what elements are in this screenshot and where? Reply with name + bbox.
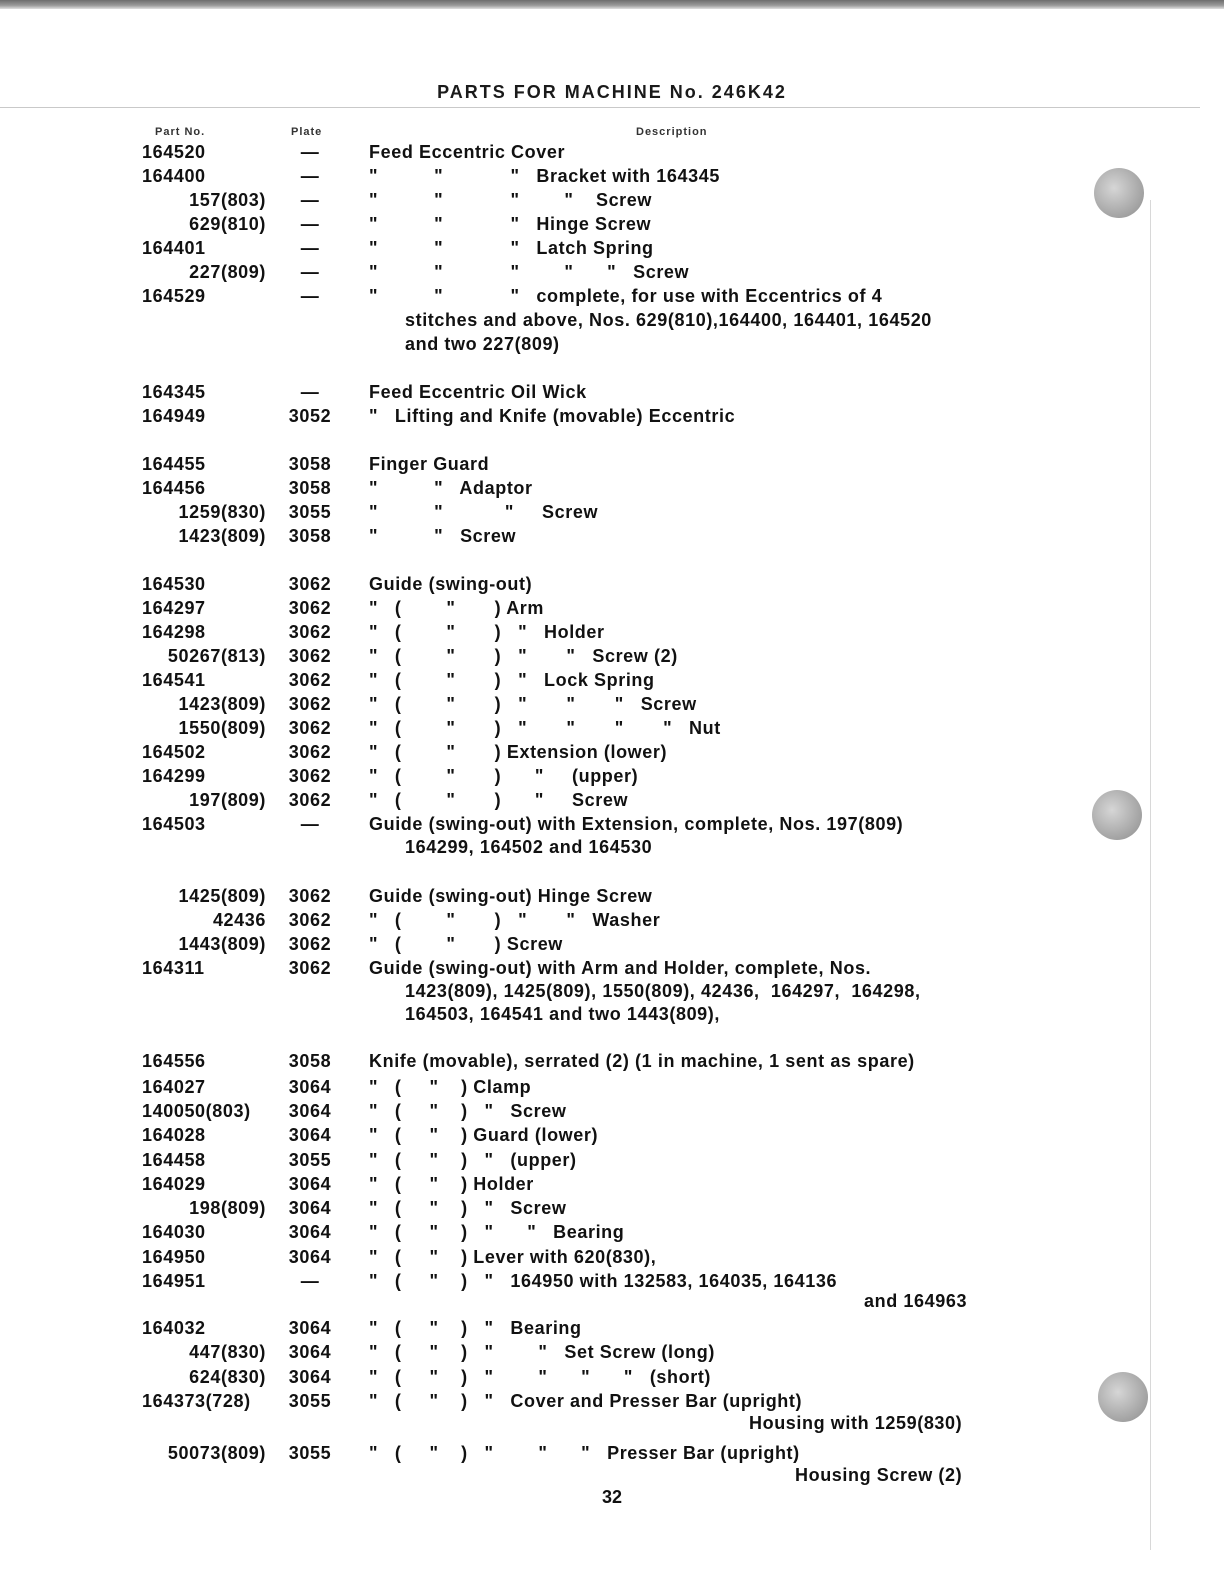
plate-number: 3062 [288,934,332,954]
part-number: 164029 [142,1174,206,1194]
table-row [0,1077,1224,1101]
part-description: Guide (swing-out) with Arm and Holder, complete, Nos. [369,958,872,978]
page-number: 32 [601,1487,623,1507]
part-description: " " " Bracket with 164345 [369,166,720,186]
plate-number: 3062 [288,646,332,666]
plate-number: 3062 [288,958,332,978]
part-number: 50267(813) [167,646,266,666]
plate-number: 3058 [288,478,332,498]
table-row [0,502,1224,526]
table-row [0,814,1224,838]
page-title: PARTS FOR MACHINE No. 246K42 [437,82,787,102]
part-number: 198(809) [189,1198,266,1218]
table-row [0,886,1224,910]
table-row [0,478,1224,502]
part-number: 164345 [142,382,206,402]
continuation-line: Housing with 1259(830) [749,1413,963,1433]
part-number: 164455 [142,454,206,474]
plate-number: 3052 [288,406,332,426]
part-description: " ( " ) " (upper) [369,766,639,786]
plate-number: 3064 [288,1247,332,1267]
part-number: 447(830) [189,1342,266,1362]
part-description: " ( " ) " Screw [369,790,629,810]
part-number: 164373(728) [142,1391,251,1411]
table-row [0,1247,1224,1271]
table-row [0,910,1224,934]
plate-number: — [300,238,320,258]
plate-number: 3062 [288,574,332,594]
part-description: " ( " ) " Screw [369,1101,567,1121]
part-description: " ( " ) Extension (lower) [369,742,668,762]
part-description: " ( " ) " Holder [369,622,605,642]
part-description: Guide (swing-out) with Extension, complete, Nos. 197(809) [369,814,904,834]
table-row [0,694,1224,718]
part-description: " ( " ) Arm [369,598,545,618]
continuation-line: 164503, 164541 and two 1443(809), [405,1004,720,1024]
table-row [0,718,1224,742]
plate-number: 3062 [288,622,332,642]
table-row [0,742,1224,766]
part-description: " ( " ) " Cover and Presser Bar (upright) [369,1391,803,1411]
part-description: " " " Hinge Screw [369,214,652,234]
table-row [0,286,1224,310]
plate-number: — [300,262,320,282]
part-description: " ( " ) " " " Screw [369,694,697,714]
plate-number: 3064 [288,1222,332,1242]
table-row [0,670,1224,694]
table-row [0,1391,1224,1415]
plate-number: 3064 [288,1198,332,1218]
part-number: 164556 [142,1051,206,1071]
part-number: 1443(809) [178,934,266,954]
part-description: Finger Guard [369,454,490,474]
part-number: 164502 [142,742,206,762]
part-description: " ( " ) " " " Presser Bar (upright) [369,1443,800,1463]
part-number: 1423(809) [178,526,266,546]
part-description: " ( " ) Lever with 620(830), [369,1247,657,1267]
plate-number: 3064 [288,1077,332,1097]
plate-number: 3055 [288,1391,332,1411]
plate-number: 3062 [288,670,332,690]
part-description: " ( " ) " (upper) [369,1150,577,1170]
part-description: " " " Screw [369,502,599,522]
table-row [0,1342,1224,1366]
plate-number: — [300,190,320,210]
part-description: " ( " ) " " Bearing [369,1222,625,1242]
part-number: 1425(809) [178,886,266,906]
table-row [0,382,1224,406]
part-description: Feed Eccentric Cover [369,142,566,162]
part-description: " " Adaptor [369,478,533,498]
part-description: " Lifting and Knife (movable) Eccentric [369,406,736,426]
table-row [0,1198,1224,1222]
binder-hole [1094,168,1144,218]
part-number: 629(810) [189,214,266,234]
part-number: 1550(809) [178,718,266,738]
table-row [0,1318,1224,1342]
table-row [0,598,1224,622]
continuation-line: and two 227(809) [405,334,560,354]
part-number: 164456 [142,478,206,498]
continuation-line: 164299, 164502 and 164530 [405,837,653,857]
plate-number: 3062 [288,910,332,930]
plate-number: 3064 [288,1125,332,1145]
part-description: " " " complete, for use with Eccentrics of 4 [369,286,883,306]
table-row [0,1443,1224,1467]
header-rule [0,107,1200,108]
plate-number: 3055 [288,1150,332,1170]
table-row [0,166,1224,190]
part-description: " ( " ) Holder [369,1174,534,1194]
continuation-line: Housing Screw (2) [795,1465,963,1485]
part-number: 164400 [142,166,206,186]
part-number: 227(809) [189,262,266,282]
table-row [0,1150,1224,1174]
part-number: 164530 [142,574,206,594]
plate-number: 3055 [288,1443,332,1463]
plate-number: 3064 [288,1318,332,1338]
part-description: " ( " ) Guard (lower) [369,1125,599,1145]
table-row [0,1271,1224,1295]
part-description: Guide (swing-out) Hinge Screw [369,886,653,906]
plate-number: — [300,286,320,306]
part-number: 164458 [142,1150,206,1170]
part-number: 164951 [142,1271,206,1291]
continuation-line: and 164963 [864,1291,968,1311]
top-edge-bar [0,0,1224,9]
table-row [0,1367,1224,1391]
part-number: 164298 [142,622,206,642]
table-row [0,142,1224,166]
part-number: 140050(803) [142,1101,251,1121]
plate-number: 3062 [288,886,332,906]
part-number: 164520 [142,142,206,162]
table-row [0,1174,1224,1198]
plate-number: — [300,142,320,162]
part-number: 157(803) [189,190,266,210]
plate-number: 3062 [288,598,332,618]
table-row [0,1101,1224,1125]
part-description: " ( " ) Screw [369,934,563,954]
part-number: 42436 [212,910,266,930]
part-description: " " " " Screw [369,190,653,210]
part-description: " ( " ) " Bearing [369,1318,582,1338]
part-number: 50073(809) [167,1443,266,1463]
part-description: Guide (swing-out) [369,574,533,594]
plate-number: — [300,1271,320,1291]
table-row [0,1125,1224,1149]
plate-number: 3062 [288,742,332,762]
table-row [0,766,1224,790]
plate-number: 3064 [288,1367,332,1387]
binder-hole [1092,790,1142,840]
part-description: " ( " ) " " " " (short) [369,1367,712,1387]
table-row [0,574,1224,598]
plate-number: 3064 [288,1174,332,1194]
plate-number: — [300,382,320,402]
part-description: Knife (movable), serrated (2) (1 in machine, 1 sent as spare) [369,1051,915,1071]
column-header-part-no: Part No. [155,126,206,138]
column-header-description: Description [636,126,708,138]
part-number: 164030 [142,1222,206,1242]
plate-number: 3058 [288,526,332,546]
table-row [0,934,1224,958]
part-number: 164311 [142,958,205,978]
table-row [0,190,1224,214]
table-row [0,262,1224,286]
part-number: 164299 [142,766,206,786]
plate-number: — [300,166,320,186]
part-description: " ( " ) " " Screw (2) [369,646,678,666]
part-number: 1423(809) [178,694,266,714]
continuation-line: stitches and above, Nos. 629(810),164400, 164401, 164520 [405,310,932,330]
part-description: " " " " " Screw [369,262,690,282]
part-number: 164541 [142,670,206,690]
part-description: Feed Eccentric Oil Wick [369,382,587,402]
plate-number: — [300,814,320,834]
plate-number: 3055 [288,502,332,522]
plate-number: 3062 [288,694,332,714]
plate-number: 3058 [288,1051,332,1071]
table-row [0,526,1224,550]
binder-hole [1098,1372,1148,1422]
table-row [0,622,1224,646]
table-row [0,454,1224,478]
plate-number: 3064 [288,1101,332,1121]
table-row [0,1222,1224,1246]
plate-number: 3058 [288,454,332,474]
continuation-line: 1423(809), 1425(809), 1550(809), 42436, 164297, 164298, [405,981,921,1001]
plate-number: 3062 [288,766,332,786]
plate-number: 3064 [288,1342,332,1362]
part-number: 164401 [142,238,206,258]
part-description: " ( " ) " " " " Nut [369,718,721,738]
part-number: 164950 [142,1247,206,1267]
table-row [0,958,1224,982]
column-header-plate: Plate [291,126,323,138]
table-row [0,646,1224,670]
part-number: 164529 [142,286,206,306]
part-number: 197(809) [189,790,266,810]
part-description: " " " Latch Spring [369,238,654,258]
part-number: 624(830) [189,1367,266,1387]
plate-number: — [300,214,320,234]
part-number: 1259(830) [178,502,266,522]
part-number: 164503 [142,814,206,834]
part-description: " ( " ) " " Washer [369,910,661,930]
table-row [0,1051,1224,1075]
part-description: " ( " ) Clamp [369,1077,532,1097]
part-description: " ( " ) " Lock Spring [369,670,655,690]
part-description: " ( " ) " Screw [369,1198,567,1218]
part-number: 164297 [142,598,206,618]
part-description: " " Screw [369,526,517,546]
plate-number: 3062 [288,790,332,810]
part-number: 164032 [142,1318,206,1338]
part-number: 164027 [142,1077,206,1097]
part-description: " ( " ) " 164950 with 132583, 164035, 164136 [369,1271,838,1291]
plate-number: 3062 [288,718,332,738]
table-row [0,238,1224,262]
part-description: " ( " ) " " Set Screw (long) [369,1342,715,1362]
part-number: 164949 [142,406,206,426]
table-row [0,214,1224,238]
table-row [0,790,1224,814]
table-row [0,406,1224,430]
part-number: 164028 [142,1125,206,1145]
